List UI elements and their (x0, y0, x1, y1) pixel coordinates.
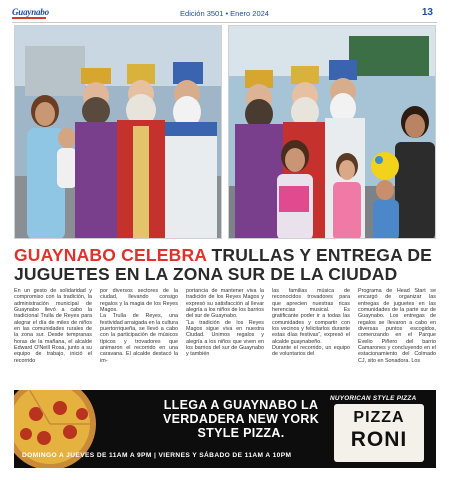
photo-kings-with-children (228, 25, 436, 239)
pizza-roni-advertisement[interactable] (14, 390, 436, 468)
article-column-1: En un gesto de solidaridad y compromiso con la tradición, la administración municipal de Guaynabo llevó a cabo la tradicional Trulla de Reyes para alegrar el día de miles de niños en las comunidades rurales de la zona sur. Desde tempranas horas de la mañana, el alcalde Edward O'Neill Rosa, junto a su equipo de trabajo, inició el recorrido (14, 288, 92, 364)
photo-kings-with-children-image (229, 26, 436, 239)
ad-style-tag: NUYORICAN STYLE PIZZA (330, 395, 417, 402)
ad-headline: LLEGA A GUAYNABO LA VERDADERA NEW YORK STYLE PIZZA. (162, 398, 320, 440)
article-column-3: portancia de mantener viva la tradición de los Reyes Magos y expresó su satisfacción al llevar alegría a los niños de los barrios del sur de Guaynabo. “La tradición de los Reyes Magos sigue viva en nuestra Ciudad. Unimos regalos y alegría a los niños que viven en los barrios del sur de Guaynabo y también (186, 288, 264, 358)
headline-accent: GUAYNABO CELEBRA (14, 245, 207, 265)
pizza-roni-logo (334, 404, 424, 462)
photo-kings-with-family-image (15, 26, 222, 239)
brand-line-2: RONI (350, 428, 408, 451)
photo-kings-with-family (14, 25, 222, 239)
article-column-4: las familias música de reconocidos trovadores para que aprecien nuestras ricas herencias musical. Es gratificante poder ir a todas las comunidades y compartir con los vecinos y felicitarlos durante estas días festivas”, expresó el alcalde guaynabeño. Durante el recorrido, un equipo de voluntarios del (272, 288, 350, 358)
guaynabo-logo: Guaynabo (12, 7, 49, 17)
page-header (0, 0, 449, 24)
brand-line-1: PIZZA (353, 409, 405, 426)
page-number: 13 (421, 7, 433, 18)
article-column-2: por diversos sectores de la ciudad, llevando consigo regalos y la magia de los Reyes Magos. La Trulla de Reyes, una festividad arraigada en la cultura puertorriqueña, se llevó a cabo con la participación de músicos típicos y trovadores que animaron el recorrido en una caravana. El alcalde destacó la im- (100, 288, 178, 364)
article-column-5: Programa de Head Start se encargó de organizar las entregas de juguetes en las comunidades de la parte sur de Guaynabo. Los entregas de regalos se llevaron a cabo en diversas puntos escogidos, comenzando en el Parque Evelio Piñero del barrio Camarones y concluyendo en el estacionamiento del Colmado CJ, sito en Sonadora. Los (358, 288, 436, 364)
ad-hours: DOMINGO A JUEVES DE 11AM A 9PM | VIERNES Y SÁBADO DE 11AM A 10PM (22, 452, 292, 459)
article-headline (14, 246, 436, 284)
edition-label: Edición 3501 • Enero 2024 (180, 9, 269, 18)
header-divider (12, 22, 437, 23)
article-body (14, 288, 436, 388)
headline-rest: TRULLAS Y ENTREGA DE JUGUETES EN LA ZONA SUR DE LA CIUDAD (14, 245, 433, 284)
